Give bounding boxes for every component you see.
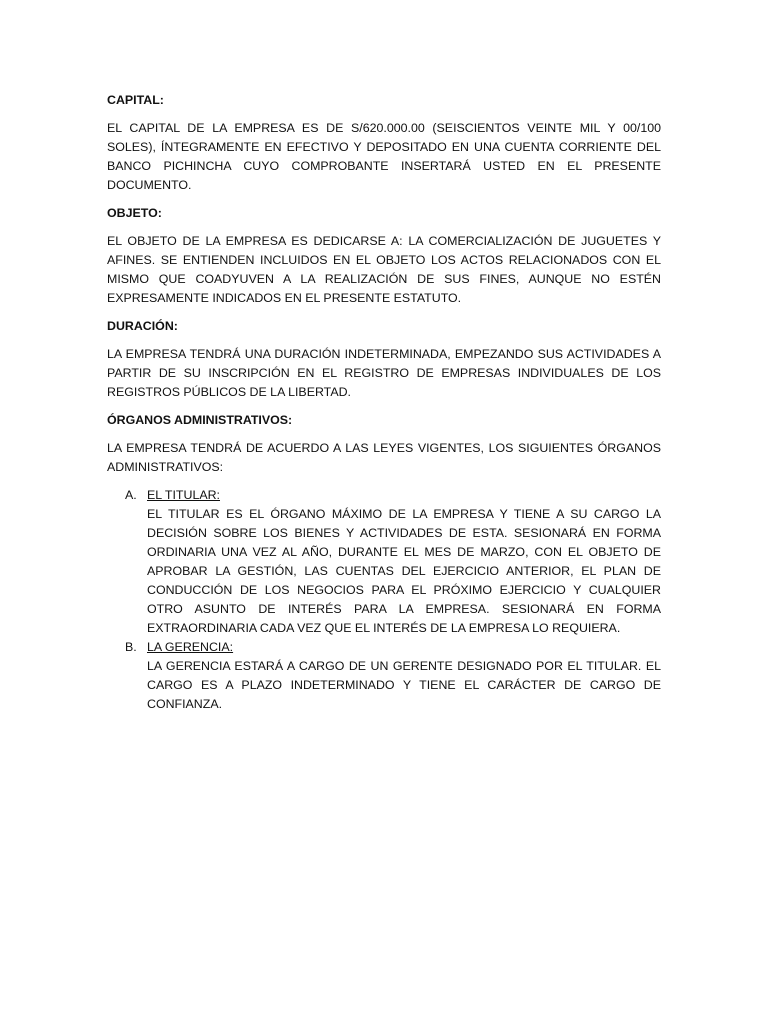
- list-item-gerencia: [107, 638, 661, 714]
- objeto-text: EL OBJETO DE LA EMPRESA ES DEDICARSE A: LA COMERCIALIZACIÓN DE JUGUETES Y AFINES. SE ENTIENDEN INCLUIDOS EN EL OBJETO LOS ACTOS RELACIONADOS CON EL MISMO QUE COADYUVEN A LA REALIZACIÓN DE SUS FINES, AUNQUE NO ESTÉN EXPRESAMENTE INDICADOS EN EL PRESENTE ESTATUTO.: [107, 234, 661, 305]
- gerencia-title: LA GERENCIA:: [147, 640, 234, 654]
- capital-text: EL CAPITAL DE LA EMPRESA ES DE S/620.000.00 (SEISCIENTOS VEINTE MIL Y 00/100 SOLES), ÍNTEGRAMENTE EN EFECTIVO Y DEPOSITADO EN UNA CUENTA CORRIENTE DEL BANCO PICHINCHA CUYO COMPROBANTE INSERTARÁ USTED EN EL PRESENTE DOCUMENTO.: [107, 121, 661, 192]
- titular-title: EL TITULAR:: [147, 488, 220, 502]
- gerencia-text: LA GERENCIA ESTARÁ A CARGO DE UN GERENTE DESIGNADO POR EL TITULAR. EL CARGO ES A PLAZO INDETERMINADO Y TIENE EL CARÁCTER DE CARGO DE CONFIANZA.: [147, 659, 661, 711]
- organos-text: LA EMPRESA TENDRÁ DE ACUERDO A LAS LEYES VIGENTES, LOS SIGUIENTES ÓRGANOS ADMINISTRATIVOS:: [107, 441, 661, 474]
- objeto-heading: OBJETO:: [107, 206, 162, 220]
- document-page: [107, 91, 661, 714]
- organos-heading: ÓRGANOS ADMINISTRATIVOS:: [107, 413, 293, 427]
- list-item-titular: [107, 486, 661, 638]
- list-marker: A.: [125, 488, 137, 502]
- organos-list: [107, 486, 661, 714]
- duracion-heading: DURACIÓN:: [107, 319, 178, 333]
- titular-text: EL TITULAR ES EL ÓRGANO MÁXIMO DE LA EMPRESA Y TIENE A SU CARGO LA DECISIÓN SOBRE LOS BIENES Y ACTIVIDADES DE ESTA. SESIONARÁ EN FORMA ORDINARIA UNA VEZ AL AÑO, DURANTE EL MES DE MARZO, CON EL OBJETO DE APROBAR LA GESTIÓN, LAS CUENTAS DEL EJERCICIO ANTERIOR, EL PLAN DE CONDUCCIÓN DE LOS NEGOCIOS PARA EL PRÓXIMO EJERCICIO Y CUALQUIER OTRO ASUNTO DE INTERÉS PARA LA EMPRESA. SESIONARÁ EN FORMA EXTRAORDINARIA CADA VEZ QUE EL INTERÉS DE LA EMPRESA LO REQUIERA.: [147, 507, 661, 635]
- capital-heading: CAPITAL:: [107, 93, 164, 107]
- duracion-text: LA EMPRESA TENDRÁ UNA DURACIÓN INDETERMINADA, EMPEZANDO SUS ACTIVIDADES A PARTIR DE SU INSCRIPCIÓN EN EL REGISTRO DE EMPRESAS INDIVIDUALES DE LOS REGISTROS PÚBLICOS DE LA LIBERTAD.: [107, 347, 661, 399]
- list-marker: B.: [125, 640, 137, 654]
